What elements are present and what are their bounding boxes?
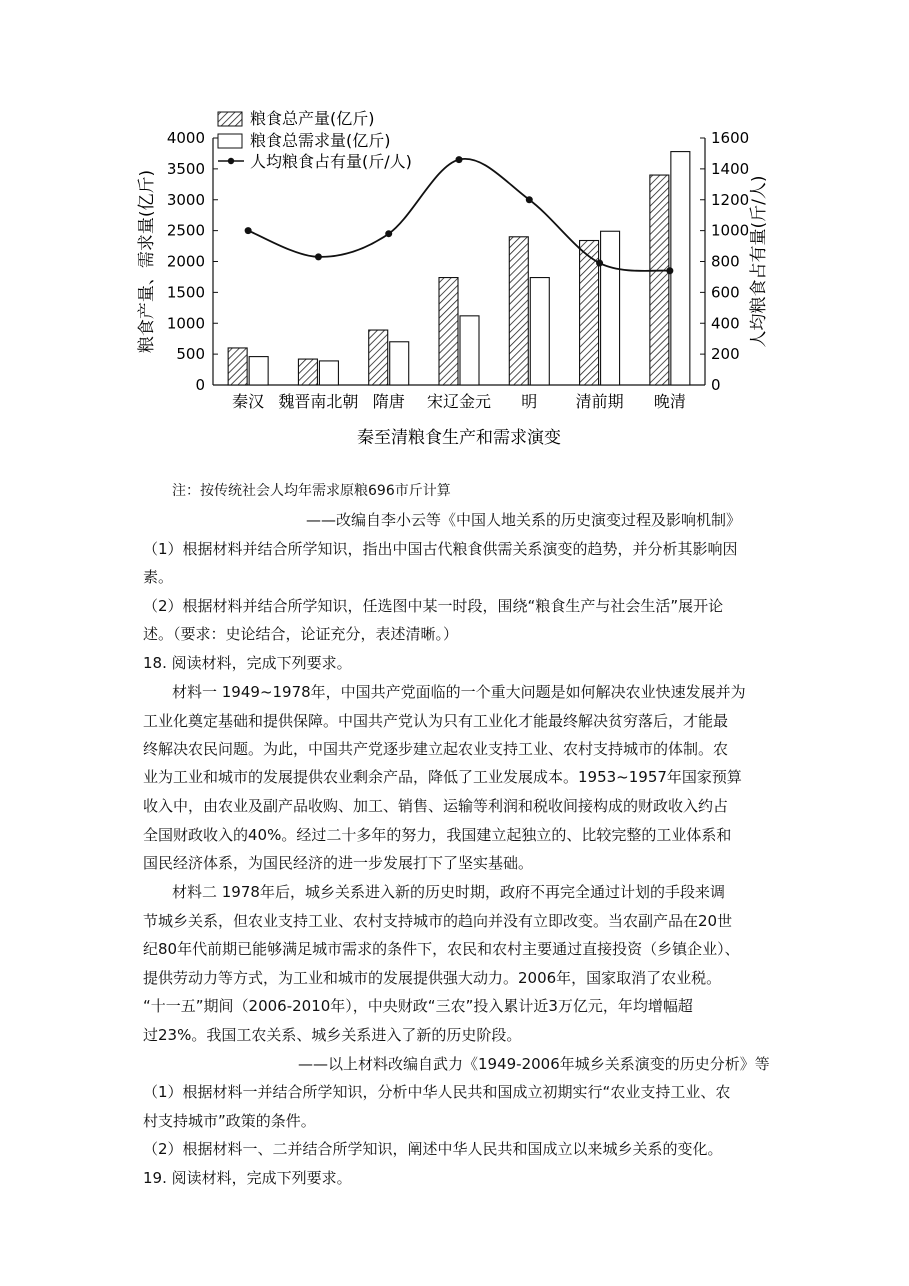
legend-label-per-capita: 人均粮食占有量(斤/人) (250, 152, 412, 171)
right-tick-label: 1400 (711, 159, 750, 178)
category-label: 清前期 (575, 392, 624, 411)
question-18-heading: 18. 阅读材料，完成下列要求。 (143, 654, 352, 672)
legend-swatch-production (218, 112, 242, 126)
bar-demand (390, 342, 409, 385)
legend-label-production: 粮食总产量(亿斤) (250, 109, 375, 128)
bar-production (228, 348, 247, 385)
left-tick-label: 500 (176, 345, 205, 364)
category-label: 宋辽金元 (426, 392, 492, 411)
question-19-heading: 19. 阅读材料，完成下列要求。 (143, 1169, 352, 1187)
category-label: 秦汉 (232, 392, 265, 411)
chart-note: 注：按传统社会人均年需求原粮696市斤计算 (172, 483, 451, 499)
left-tick-label: 1500 (166, 283, 205, 302)
right-axis-title: 人均粮食占有量(斤/人) (749, 175, 769, 348)
right-tick-label: 1000 (711, 221, 750, 240)
bar-production (580, 241, 599, 385)
right-tick-label: 400 (711, 314, 740, 333)
bar-production (509, 237, 528, 385)
right-tick-label: 600 (711, 283, 740, 302)
material-1-line-2: 工业化奠定基础和提供保障。中国共产党认为只有工业化才能最终解决贫穷落后，才能最 (143, 712, 729, 730)
category-label: 隋唐 (372, 392, 405, 411)
per-capita-point (456, 156, 463, 163)
legend-label-demand: 粮食总需求量(亿斤) (250, 131, 391, 150)
left-tick-label: 3500 (166, 159, 205, 178)
left-tick-label: 0 (195, 376, 205, 394)
source-citation-2: ——以上材料改编自武力《1949-2006年城乡关系演变的历史分析》等 (298, 1055, 770, 1073)
legend-marker-per-capita (228, 158, 234, 164)
bar-demand (671, 152, 690, 385)
bar-demand (319, 361, 338, 385)
left-tick-label: 4000 (166, 129, 205, 147)
chart-title: 秦至清粮食生产和需求演变 (357, 428, 561, 448)
bar-demand (249, 357, 268, 385)
material-2-line-1: 材料二 1978年后，城乡关系进入新的历史时期，政府不再完全通过计划的手段来调 (172, 883, 725, 901)
category-label: 明 (521, 392, 538, 411)
bar-production (439, 278, 458, 385)
left-tick-label: 2000 (166, 252, 205, 271)
per-capita-point (666, 267, 673, 274)
bar-demand (530, 278, 549, 385)
question-18-1-line-1: （1）根据材料一并结合所学知识，分析中华人民共和国成立初期实行“农业支持工业、农 (143, 1083, 731, 1101)
per-capita-point (315, 253, 322, 260)
material-1-line-1: 材料一 1949~1978年，中国共产党面临的一个重大问题是如何解决农业快速发展并为 (172, 683, 746, 701)
left-tick-label: 3000 (166, 190, 205, 209)
source-citation-1: ——改编自李小云等《中国人地关系的历史演变过程及影响机制》 (306, 511, 742, 529)
right-tick-label: 1600 (711, 129, 750, 147)
left-axis-title: 粮食产量、需求量(亿斤) (137, 169, 157, 354)
category-label: 魏晋南北朝 (278, 392, 359, 411)
grain-chart (0, 0, 909, 470)
question-17-2-line-2: 述。（要求：史论结合，论证充分，表述清晰。） (143, 625, 459, 643)
right-tick-label: 1200 (711, 190, 750, 209)
category-label: 晚清 (653, 392, 686, 411)
question-17-1-line-1: （1）根据材料并结合所学知识，指出中国古代粮食供需关系演变的趋势，并分析其影响因 (143, 540, 738, 558)
bar-production (298, 359, 317, 385)
bar-production (369, 330, 388, 385)
question-18-2: （2）根据材料一、二并结合所学知识，阐述中华人民共和国成立以来城乡关系的变化。 (143, 1140, 723, 1158)
material-2-line-2: 节城乡关系，但农业支持工业、农村支持城市的趋向并没有立即改变。当农副产品在20世 (143, 912, 733, 930)
material-1-line-5: 收入中，由农业及副产品收购、加工、销售、运输等利润和税收间接构成的财政收入约占 (143, 797, 729, 815)
bar-demand (601, 231, 620, 385)
material-2-line-5: “十一五”期间（2006-2010年），中央财政“三农”投入累计近3万亿元，年均增幅超 (143, 997, 693, 1015)
material-1-line-6: 全国财政收入的40%。经过二十多年的努力，我国建立起独立的、比较完整的工业体系和 (143, 826, 732, 844)
bar-demand (460, 316, 479, 385)
material-2-line-6: 过23%。我国工农关系、城乡关系进入了新的历史阶段。 (143, 1026, 522, 1044)
right-tick-label: 200 (711, 345, 740, 364)
material-2-line-3: 纪80年代前期已能够满足城市需求的条件下，农民和农村主要通过直接投资（乡镇企业）、 (143, 940, 740, 958)
right-tick-label: 800 (711, 252, 740, 271)
right-tick-label: 0 (711, 376, 721, 394)
legend-swatch-demand (218, 134, 242, 148)
material-1-line-3: 终解决农民问题。为此，中国共产党逐步建立起农业支持工业、农村支持城市的体制。农 (143, 740, 729, 758)
material-1-line-7: 国民经济体系，为国民经济的进一步发展打下了坚实基础。 (143, 854, 534, 872)
left-tick-label: 2500 (166, 221, 205, 240)
material-2-line-4: 提供劳动力等方式，为工业和城市的发展提供强大动力。2006年，国家取消了农业税。 (143, 969, 722, 987)
per-capita-point (526, 196, 533, 203)
question-17-1-line-2: 素。 (143, 568, 174, 586)
question-18-1-line-2: 村支持城市”政策的条件。 (143, 1112, 316, 1130)
per-capita-point (385, 230, 392, 237)
per-capita-point (596, 260, 603, 267)
per-capita-point (245, 227, 252, 234)
question-17-2-line-1: （2）根据材料并结合所学知识，任选图中某一时段，围绕“粮食生产与社会生活”展开论 (143, 597, 724, 615)
left-tick-label: 1000 (166, 314, 205, 333)
bar-production (650, 175, 669, 385)
material-1-line-4: 业为工业和城市的发展提供农业剩余产品，降低了工业发展成本。1953~1957年国家预算 (143, 768, 742, 786)
